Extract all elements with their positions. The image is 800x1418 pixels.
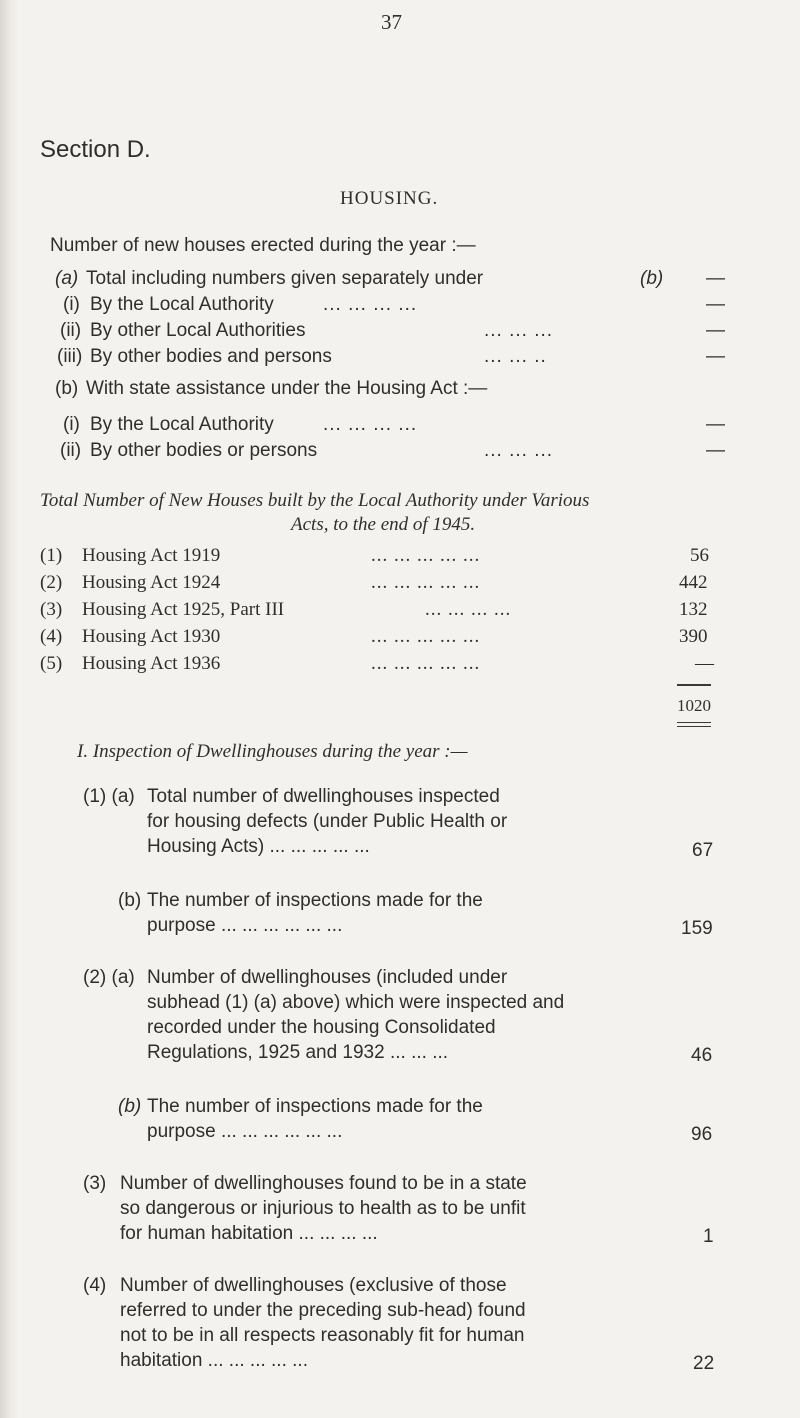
double-rule-top (677, 722, 711, 723)
item-line: referred to under the preceding sub-head) found (120, 1300, 526, 1321)
item-text: By other bodies or persons (90, 440, 318, 461)
new-houses-row-a (0, 268, 800, 294)
item-line: purpose ... ... ... ... ... ... (147, 1121, 343, 1142)
inspection-item-3 (0, 1171, 800, 1251)
leader-dots: ... ... .. (484, 346, 547, 367)
act-value: 442 (679, 572, 708, 593)
act-name: Housing Act 1919 (82, 545, 221, 566)
act-row (0, 626, 800, 652)
item-text: With state assistance under the Housing Act :— (86, 378, 488, 399)
item-num: (i) (63, 294, 80, 315)
leader-dots: ... ... ... ... ... (371, 545, 481, 566)
leader-dots: ... ... ... ... (425, 599, 512, 620)
item-text: By other bodies and persons (90, 346, 332, 367)
total-rule (677, 684, 711, 686)
act-row (0, 653, 800, 679)
item-value: 96 (691, 1124, 713, 1145)
total-heading-line-2: Acts, to the end of 1945. (291, 514, 476, 535)
intro-line: Number of new houses erected during the year :— (50, 235, 476, 256)
total-heading-line-1: Total Number of New Houses built by the Local Authority under Various (40, 490, 590, 511)
act-name: Housing Act 1936 (82, 653, 221, 674)
item-text: By the Local Authority (90, 294, 274, 315)
item-num: (i) (63, 414, 80, 435)
act-num: (1) (40, 545, 63, 566)
item-line: recorded under the housing Consolidated (147, 1017, 496, 1038)
leader-dots: ... ... ... ... (323, 414, 418, 435)
acts-total: 1020 (677, 696, 711, 715)
item-line: Housing Acts) ... ... ... ... ... (147, 836, 370, 857)
item-value: 22 (693, 1353, 715, 1374)
item-value: — (706, 268, 725, 289)
act-name: Housing Act 1930 (82, 626, 221, 647)
item-label: (a) (55, 268, 79, 289)
act-row (0, 572, 800, 598)
item-value: — (706, 414, 725, 435)
item-label: (3) (83, 1173, 107, 1194)
item-line: Number of dwellinghouses (included under (147, 967, 508, 988)
item-value: — (706, 320, 725, 341)
leader-dots: ... ... ... ... ... (371, 572, 481, 593)
item-value: — (706, 294, 725, 315)
leader-dots: ... ... ... ... (323, 294, 418, 315)
act-num: (2) (40, 572, 63, 593)
item-ref: (b) (640, 268, 664, 289)
item-line: purpose ... ... ... ... ... ... (147, 915, 343, 936)
new-houses-row-a-ii (0, 320, 800, 346)
item-text: Total including numbers given separately under (86, 268, 484, 289)
act-num: (3) (40, 599, 63, 620)
item-line: The number of inspections made for the (147, 1096, 483, 1117)
item-num: (iii) (57, 346, 83, 367)
double-rule-bottom (677, 726, 711, 727)
act-num: (5) (40, 653, 63, 674)
item-line: Regulations, 1925 and 1932 ... ... ... (147, 1042, 449, 1063)
item-text: By other Local Authorities (90, 320, 306, 341)
item-line: subhead (1) (a) above) which were inspected and (147, 992, 565, 1013)
act-value: 390 (679, 626, 708, 647)
item-line: for human habitation ... ... ... ... (120, 1223, 378, 1244)
item-line: not to be in all respects reasonably fit for human (120, 1325, 525, 1346)
item-line: for housing defects (under Public Health or (147, 811, 508, 832)
leader-dots: ... ... ... (484, 440, 554, 461)
act-row (0, 545, 800, 571)
item-label: (b) (55, 378, 79, 399)
new-houses-row-b-ii (0, 440, 800, 466)
item-value: 46 (691, 1045, 713, 1066)
item-line: Number of dwellinghouses found to be in a state (120, 1173, 527, 1194)
new-houses-row-b-i (0, 414, 800, 440)
item-text: By the Local Authority (90, 414, 274, 435)
item-value: — (706, 440, 725, 461)
item-line: The number of inspections made for the (147, 890, 483, 911)
item-line: habitation ... ... ... ... ... (120, 1350, 308, 1371)
new-houses-row-a-i (0, 294, 800, 320)
item-label: (b) (118, 890, 142, 911)
inspection-item-4 (0, 1273, 800, 1378)
act-value: 56 (690, 545, 709, 566)
item-num: (ii) (60, 440, 82, 461)
item-value: 1 (703, 1226, 714, 1247)
item-label: (4) (83, 1275, 107, 1296)
act-row (0, 599, 800, 625)
act-name: Housing Act 1925, Part III (82, 599, 285, 620)
inspection-item-1a (0, 784, 800, 864)
leader-dots: ... ... ... ... ... (371, 653, 481, 674)
item-line: so dangerous or injurious to health as to be unfit (120, 1198, 526, 1219)
act-num: (4) (40, 626, 63, 647)
act-value: — (695, 653, 714, 674)
section-title: Section D. (40, 136, 151, 163)
inspection-item-1b (0, 888, 800, 943)
item-label: (1) (a) (83, 786, 135, 807)
new-houses-row-b (0, 378, 800, 404)
new-houses-row-a-iii (0, 346, 800, 372)
act-value: 132 (679, 599, 708, 620)
inspection-item-2b (0, 1094, 800, 1149)
leader-dots: ... ... ... (484, 320, 554, 341)
item-label: (b) (118, 1096, 142, 1117)
item-value: 67 (692, 840, 714, 861)
inspection-item-2a (0, 965, 800, 1070)
leader-dots: ... ... ... ... ... (371, 626, 481, 647)
act-name: Housing Act 1924 (82, 572, 221, 593)
item-line: Total number of dwellinghouses inspected (147, 786, 500, 807)
item-num: (ii) (60, 320, 82, 341)
housing-heading: HOUSING. (340, 188, 439, 209)
inspection-heading: I. Inspection of Dwellinghouses during the year :— (77, 741, 468, 762)
page-number: 37 (381, 10, 402, 34)
item-value: — (706, 346, 725, 367)
item-line: Number of dwellinghouses (exclusive of those (120, 1275, 507, 1296)
item-value: 159 (681, 918, 713, 939)
item-label: (2) (a) (83, 967, 135, 988)
